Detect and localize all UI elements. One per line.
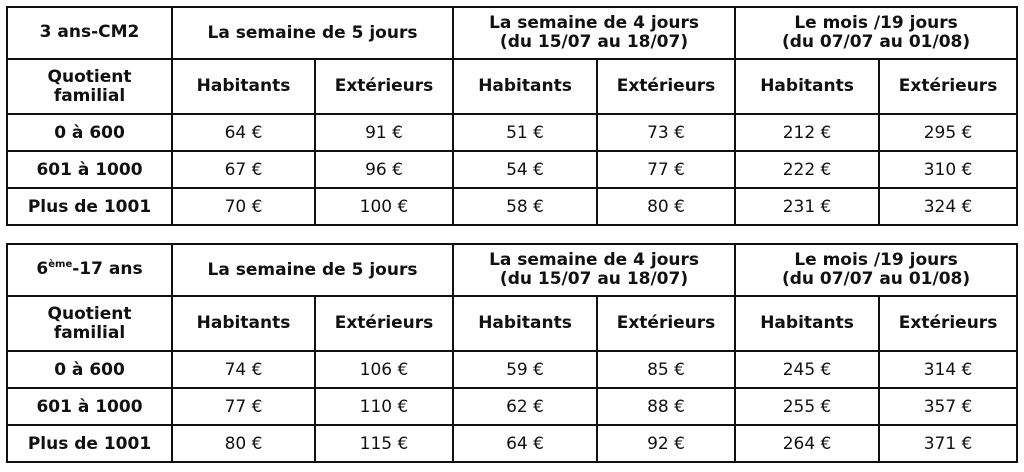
price-cell: 100 €	[315, 188, 453, 225]
sub-header: Habitants	[453, 296, 597, 351]
price-cell: 371 €	[879, 425, 1017, 462]
col-group-4-days: La semaine de 4 jours (du 15/07 au 18/07)	[453, 244, 735, 296]
price-cell: 245 €	[735, 351, 879, 388]
col-group-5-days: La semaine de 5 jours	[172, 7, 453, 59]
price-cell: 314 €	[879, 351, 1017, 388]
price-cell: 110 €	[315, 388, 453, 425]
price-cell: 255 €	[735, 388, 879, 425]
col-group-month: Le mois /19 jours (du 07/07 au 01/08)	[735, 7, 1017, 59]
sub-header-row	[7, 59, 1017, 114]
table-row	[7, 425, 1017, 462]
col-group-month: Le mois /19 jours (du 07/07 au 01/08)	[735, 244, 1017, 296]
price-cell: 310 €	[879, 151, 1017, 188]
price-cell: 85 €	[597, 351, 735, 388]
sub-header: Extérieurs	[879, 296, 1017, 351]
sub-header: Habitants	[172, 59, 315, 114]
price-cell: 295 €	[879, 114, 1017, 151]
sub-header: Habitants	[735, 59, 879, 114]
row-label: Plus de 1001	[7, 425, 172, 462]
price-cell: 64 €	[453, 425, 597, 462]
price-cell: 115 €	[315, 425, 453, 462]
price-cell: 77 €	[172, 388, 315, 425]
tarif-table-3ans-cm2	[6, 6, 1018, 226]
price-cell: 96 €	[315, 151, 453, 188]
quotient-familial-header: Quotient familial	[7, 59, 172, 114]
sub-header: Habitants	[172, 296, 315, 351]
row-label: 601 à 1000	[7, 151, 172, 188]
table-row	[7, 114, 1017, 151]
price-cell: 64 €	[172, 114, 315, 151]
price-cell: 91 €	[315, 114, 453, 151]
price-cell: 73 €	[597, 114, 735, 151]
age-group-label: 3 ans-CM2	[7, 7, 172, 59]
sub-header: Extérieurs	[315, 296, 453, 351]
price-cell: 357 €	[879, 388, 1017, 425]
price-cell: 70 €	[172, 188, 315, 225]
group-header-row	[7, 7, 1017, 59]
sub-header-row	[7, 296, 1017, 351]
col-group-5-days: La semaine de 5 jours	[172, 244, 453, 296]
price-cell: 264 €	[735, 425, 879, 462]
price-cell: 62 €	[453, 388, 597, 425]
sub-header: Habitants	[735, 296, 879, 351]
price-cell: 231 €	[735, 188, 879, 225]
price-cell: 222 €	[735, 151, 879, 188]
price-cell: 74 €	[172, 351, 315, 388]
sub-header: Extérieurs	[597, 296, 735, 351]
price-cell: 80 €	[172, 425, 315, 462]
col-group-4-days: La semaine de 4 jours (du 15/07 au 18/07)	[453, 7, 735, 59]
table-row	[7, 351, 1017, 388]
price-cell: 88 €	[597, 388, 735, 425]
row-label: 0 à 600	[7, 114, 172, 151]
price-cell: 51 €	[453, 114, 597, 151]
quotient-familial-header: Quotient familial	[7, 296, 172, 351]
price-cell: 324 €	[879, 188, 1017, 225]
price-cell: 106 €	[315, 351, 453, 388]
price-cell: 58 €	[453, 188, 597, 225]
price-cell: 59 €	[453, 351, 597, 388]
tarif-table-6eme-17ans	[6, 243, 1018, 463]
row-label: 0 à 600	[7, 351, 172, 388]
sub-header: Habitants	[453, 59, 597, 114]
sub-header: Extérieurs	[597, 59, 735, 114]
table-row	[7, 188, 1017, 225]
price-cell: 92 €	[597, 425, 735, 462]
age-group-label: 6ème-17 ans	[7, 244, 172, 296]
price-cell: 212 €	[735, 114, 879, 151]
price-cell: 54 €	[453, 151, 597, 188]
group-header-row	[7, 244, 1017, 296]
price-cell: 80 €	[597, 188, 735, 225]
row-label: Plus de 1001	[7, 188, 172, 225]
table-row	[7, 388, 1017, 425]
table-row	[7, 151, 1017, 188]
sub-header: Extérieurs	[879, 59, 1017, 114]
price-cell: 77 €	[597, 151, 735, 188]
sub-header: Extérieurs	[315, 59, 453, 114]
price-cell: 67 €	[172, 151, 315, 188]
row-label: 601 à 1000	[7, 388, 172, 425]
